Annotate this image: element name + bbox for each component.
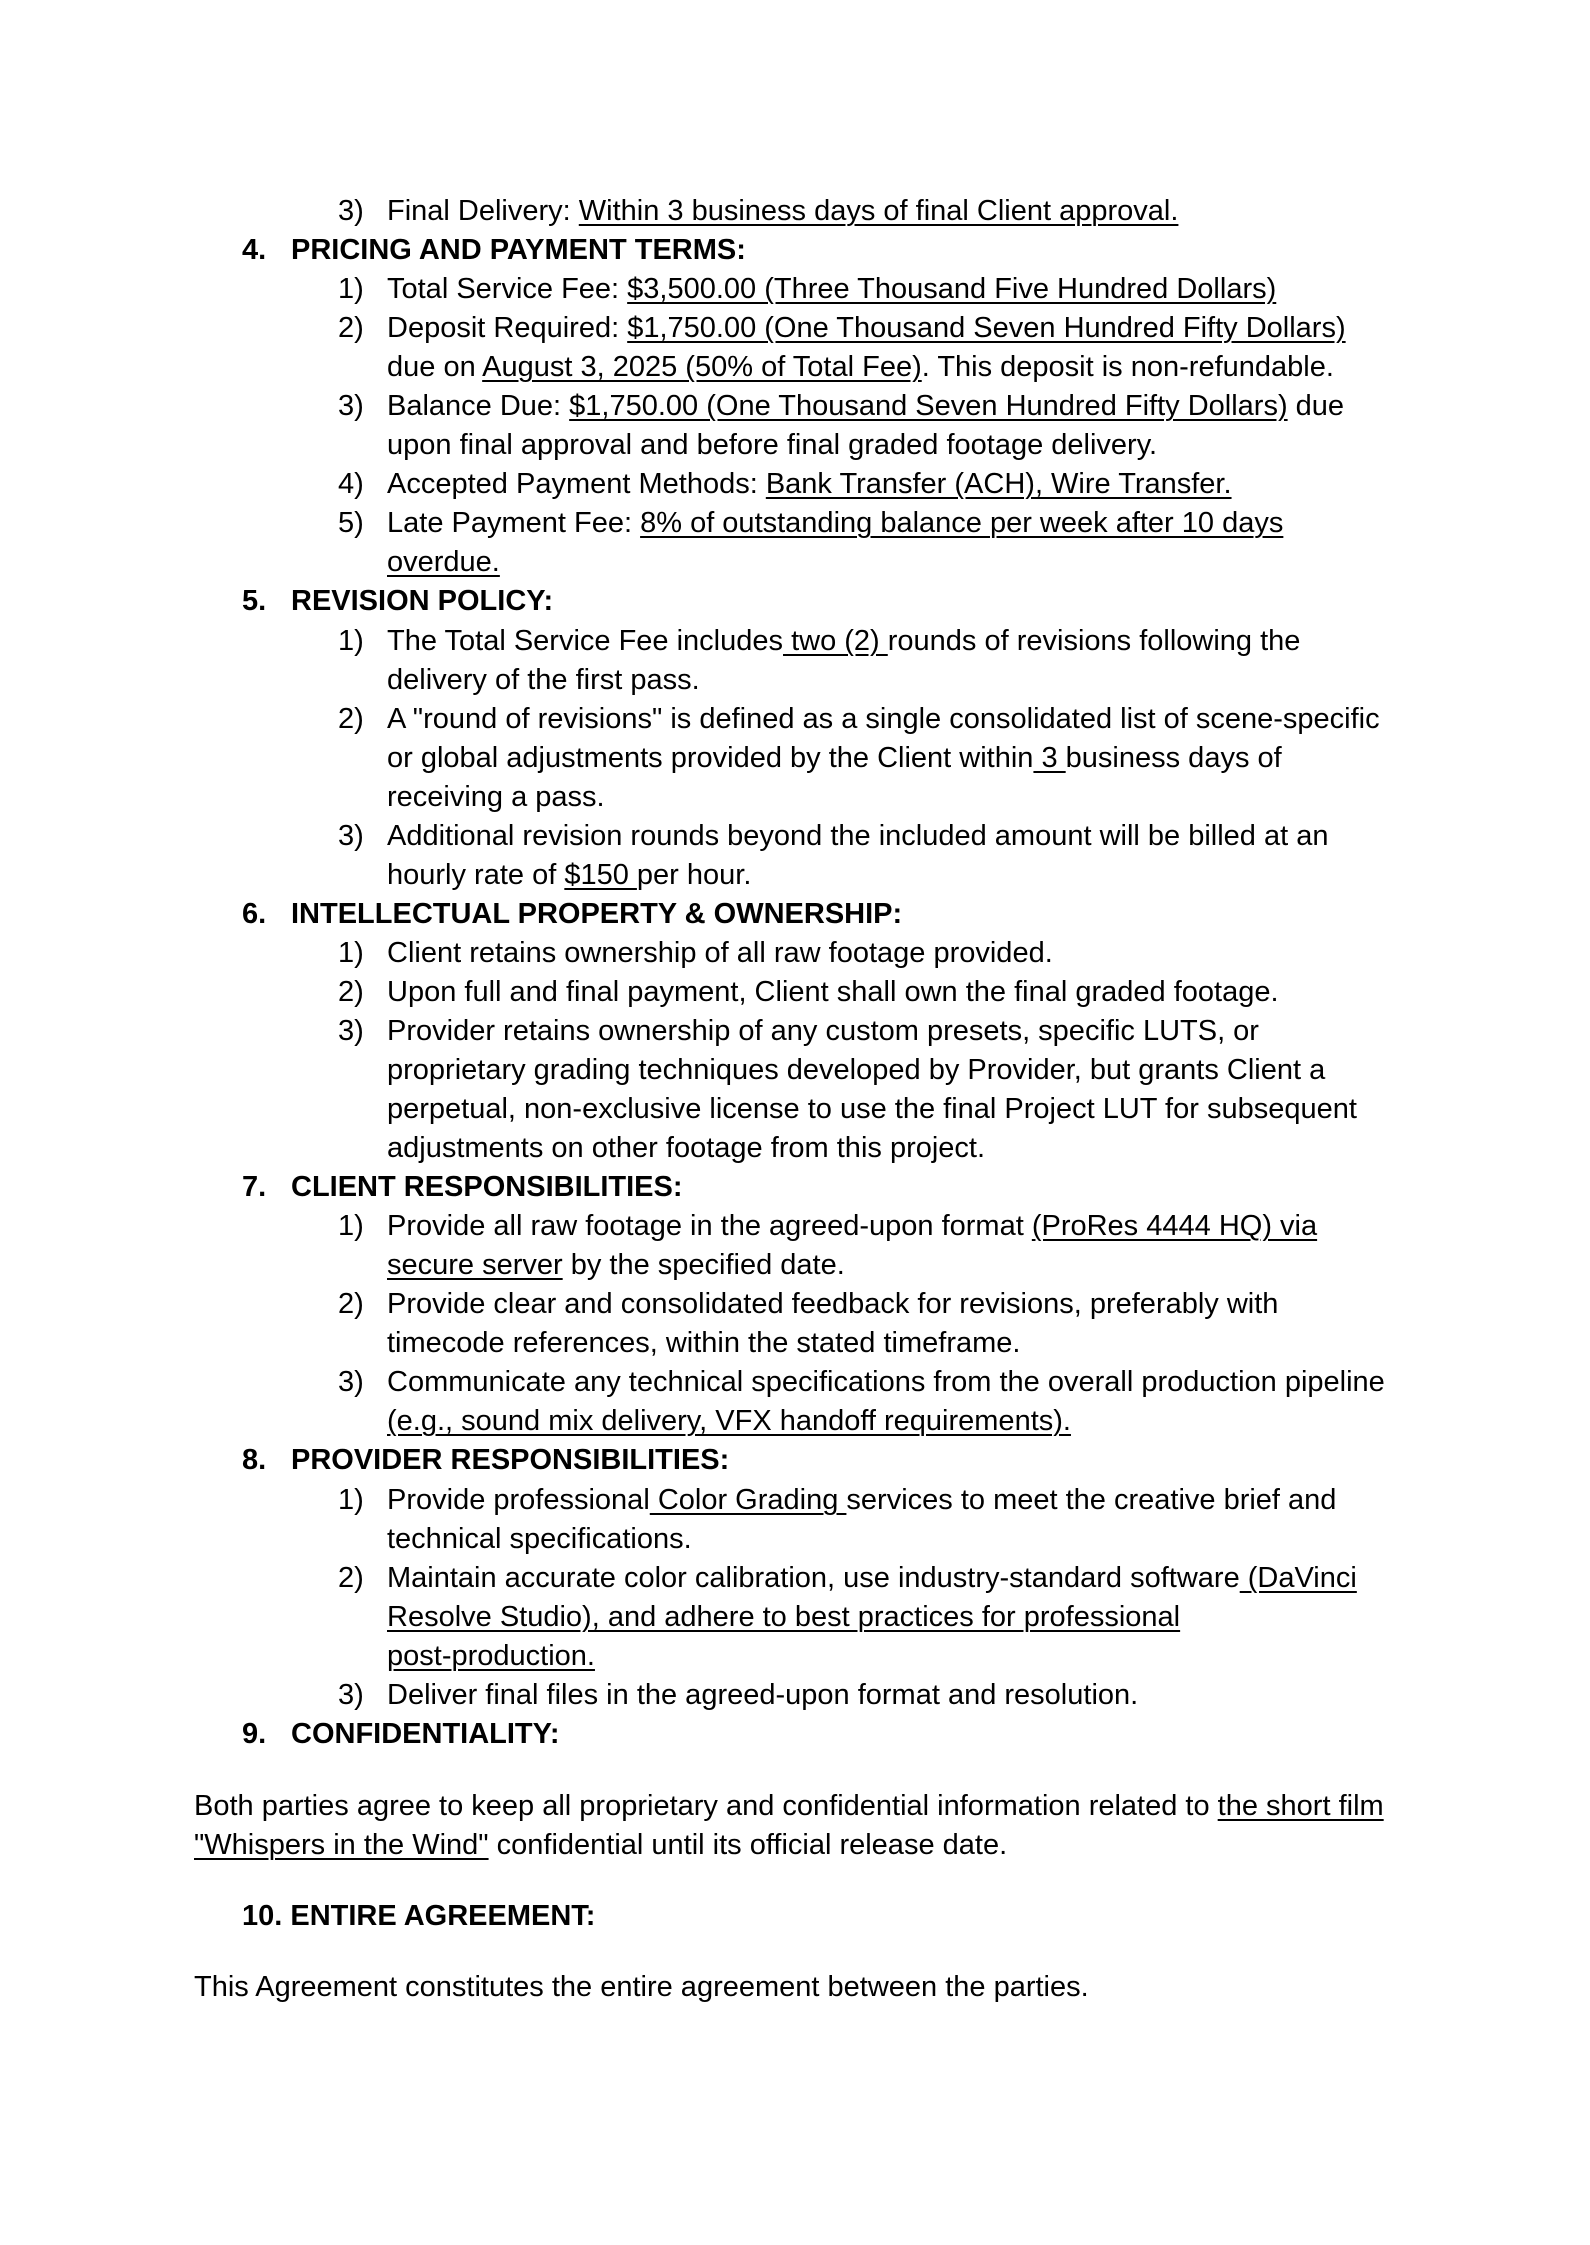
list-item-calibration-cont: Resolve Studio), and adhere to best practices for professional (387, 1601, 1181, 1633)
list-item-round-definition-cont2: receiving a pass. (387, 781, 605, 813)
section-heading-provider: PROVIDER RESPONSIBILITIES: (291, 1444, 730, 1476)
list-item-revisions-included-cont: delivery of the first pass. (387, 664, 700, 696)
list-item-feedback-cont: timecode references, within the stated timeframe. (387, 1327, 1021, 1359)
list-item-total-fee: Total Service Fee: $3,500.00 (Three Thousand Five Hundred Dollars) (387, 273, 1277, 305)
section-heading-confidentiality: CONFIDENTIALITY: (291, 1718, 560, 1750)
section-number: 5. (242, 585, 267, 617)
section-number: 6. (242, 898, 267, 930)
section-number: 7. (242, 1171, 267, 1203)
list-item-final-ownership: Upon full and final payment, Client shall own the final graded footage. (387, 976, 1279, 1008)
list-item-additional-revisions-cont: hourly rate of $150 per hour. (387, 859, 752, 891)
list-item-color-grading-cont: technical specifications. (387, 1523, 692, 1555)
list-item-revisions-included: The Total Service Fee includes two (2) rounds of revisions following the (387, 625, 1301, 657)
section-heading-client: CLIENT RESPONSIBILITIES: (291, 1171, 683, 1203)
list-item-deposit: Deposit Required: $1,750.00 (One Thousand Seven Hundred Fifty Dollars) (387, 312, 1346, 344)
section-heading-ip: INTELLECTUAL PROPERTY & OWNERSHIP: (291, 898, 903, 930)
list-number: 2) (338, 1562, 364, 1594)
list-number: 3) (338, 1679, 364, 1711)
list-item-payment-methods: Accepted Payment Methods: Bank Transfer (ACH), Wire Transfer. (387, 468, 1232, 500)
section-heading-entire-agreement: 10. ENTIRE AGREEMENT: (242, 1900, 596, 1932)
list-item-tech-specs-cont: (e.g., sound mix delivery, VFX handoff requirements). (387, 1405, 1071, 1437)
list-item-color-grading: Provide professional Color Grading services to meet the creative brief and (387, 1484, 1337, 1516)
confidentiality-paragraph: Both parties agree to keep all proprietary and confidential information related to the short film (194, 1790, 1384, 1822)
list-item-calibration: Maintain accurate color calibration, use industry-standard software (DaVinci (387, 1562, 1357, 1594)
list-number: 3) (338, 820, 364, 852)
list-item-calibration-cont2: post-production. (387, 1640, 595, 1672)
entire-agreement-paragraph: This Agreement constitutes the entire agreement between the parties. (194, 1971, 1089, 2003)
list-item-round-definition-cont: or global adjustments provided by the Client within 3 business days of (387, 742, 1282, 774)
list-item-provider-ownership: Provider retains ownership of any custom presets, specific LUTS, or (387, 1015, 1259, 1047)
list-number: 3) (338, 390, 364, 422)
list-number: 1) (338, 1484, 364, 1516)
list-number: 1) (338, 273, 364, 305)
list-item-feedback: Provide clear and consolidated feedback for revisions, preferably with (387, 1288, 1279, 1320)
section-number: 9. (242, 1718, 267, 1750)
section-heading-revision: REVISION POLICY: (291, 585, 554, 617)
list-number: 1) (338, 625, 364, 657)
list-number: 1) (338, 1210, 364, 1242)
list-item-provider-ownership-cont3: adjustments on other footage from this project. (387, 1132, 986, 1164)
section-number: 8. (242, 1444, 267, 1476)
section-heading-pricing: PRICING AND PAYMENT TERMS: (291, 234, 746, 266)
list-number: 2) (338, 312, 364, 344)
list-item-provider-ownership-cont2: perpetual, non-exclusive license to use the final Project LUT for subsequent (387, 1093, 1357, 1125)
list-number: 3) (338, 1015, 364, 1047)
list-item-raw-footage: Client retains ownership of all raw footage provided. (387, 937, 1053, 969)
list-item-deposit-cont: due on August 3, 2025 (50% of Total Fee). This deposit is non-refundable. (387, 351, 1334, 383)
list-number: 3) (338, 195, 364, 227)
list-item-deliver-files: Deliver final files in the agreed-upon format and resolution. (387, 1679, 1139, 1711)
confidentiality-paragraph-cont: "Whispers in the Wind" confidential until its official release date. (194, 1829, 1008, 1861)
list-number: 2) (338, 703, 364, 735)
list-number: 2) (338, 976, 364, 1008)
list-item-additional-revisions: Additional revision rounds beyond the included amount will be billed at an (387, 820, 1329, 852)
section-number: 4. (242, 234, 267, 266)
list-item-final-delivery: Final Delivery: Within 3 business days of final Client approval. (387, 195, 1179, 227)
list-item-balance: Balance Due: $1,750.00 (One Thousand Seven Hundred Fifty Dollars) due (387, 390, 1345, 422)
list-item-round-definition: A "round of revisions" is defined as a single consolidated list of scene-specific (387, 703, 1380, 735)
list-item-tech-specs: Communicate any technical specifications from the overall production pipeline (387, 1366, 1385, 1398)
list-item-balance-cont: upon final approval and before final graded footage delivery. (387, 429, 1158, 461)
list-number: 3) (338, 1366, 364, 1398)
list-item-provider-ownership-cont: proprietary grading techniques developed by Provider, but grants Client a (387, 1054, 1326, 1086)
list-number: 4) (338, 468, 364, 500)
list-number: 1) (338, 937, 364, 969)
list-number: 5) (338, 507, 364, 539)
list-item-provide-footage-cont: secure server by the specified date. (387, 1249, 845, 1281)
list-number: 2) (338, 1288, 364, 1320)
list-item-late-fee: Late Payment Fee: 8% of outstanding balance per week after 10 days (387, 507, 1284, 539)
list-item-late-fee-cont: overdue. (387, 546, 500, 578)
list-item-provide-footage: Provide all raw footage in the agreed-upon format (ProRes 4444 HQ) via (387, 1210, 1318, 1242)
